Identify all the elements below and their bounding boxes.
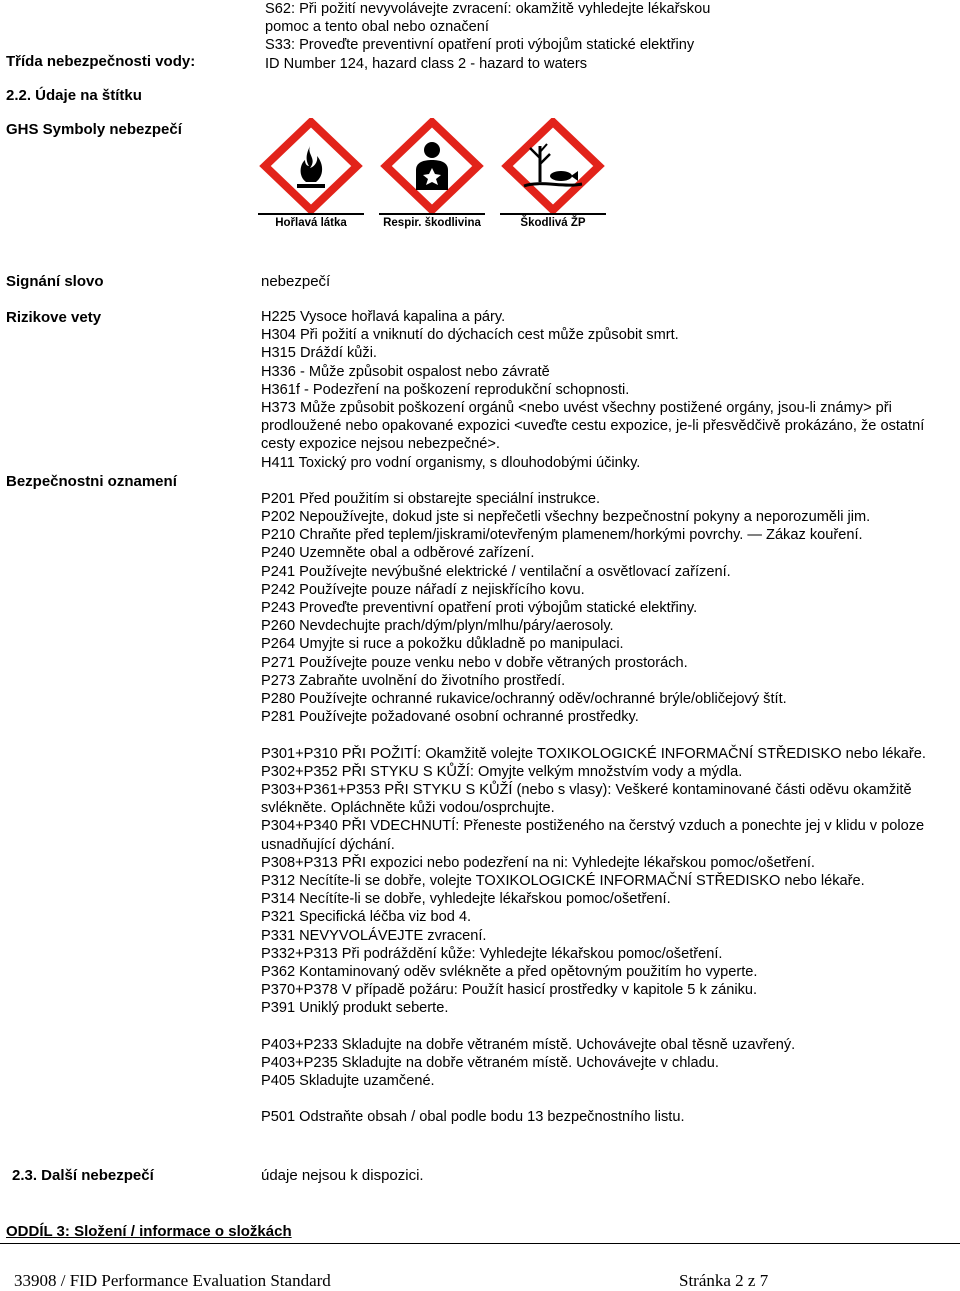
signal-word-value: nebezpečí: [261, 273, 331, 290]
pictogram-rule: [258, 213, 364, 215]
p-statement: P304+P340 PŘI VDECHNUTÍ: Přeneste postiženého na čerstvý vzduch a ponechte jej v klidu v poloze usnadňující dýchání.: [261, 818, 925, 853]
p-statement: P241 Používejte nevýbušné elektrické / ventilační a osvětlovací zařízení.: [261, 563, 731, 580]
statements-column: [261, 308, 941, 1127]
p-statement: P260 Nevdechujte prach/dým/plyn/mlhu/páry/aerosoly.: [261, 618, 614, 635]
p-statement: P405 Skladujte uzamčené.: [261, 1073, 435, 1089]
pictogram-caption: Hořlavá látka: [275, 217, 347, 229]
p-statement: P308+P313 PŘI expozici nebo podezření na ni: Vyhledejte lékařskou pomoc/ošetření.: [261, 854, 815, 871]
pictogram-environment: [500, 118, 606, 236]
safety-statements-label: Bezpečnostni oznamení: [6, 473, 177, 490]
p-statement: P243 Proveďte preventivní opatření proti výbojům statické elektřiny.: [261, 600, 698, 617]
water-hazard-class-label: Třída nebezpečnosti vody:: [6, 53, 196, 70]
p-statement: P242 Používejte pouze nářadí z nejiskřícího kovu.: [261, 581, 585, 598]
p-statement: P240 Uzemněte obal a odběrové zařízení.: [261, 545, 535, 562]
p-statement: P273 Zabraňte uvolnění do životního prostředí.: [261, 672, 566, 689]
ghs-pictograms: [258, 118, 606, 236]
signal-word-label: Signání slovo: [6, 273, 104, 290]
p-statement: P264 Umyjte si ruce a pokožku důkladně po manipulaci.: [261, 636, 624, 653]
h-statement: H411 Toxický pro vodní organismy, s dlouhodobými účinky.: [261, 454, 641, 471]
header-line: ID Number 124, hazard class 2 - hazard to waters: [265, 55, 588, 72]
p-statement: P501 Odstraňte obsah / obal podle bodu 13 bezpečnostního listu.: [261, 1109, 685, 1126]
footer-page-number: Stránka 2 z 7: [679, 1271, 769, 1290]
pictogram-caption: Škodlivá ŽP: [520, 217, 586, 229]
h-statement: H361f - Podezření na poškození reprodukční schopnosti.: [261, 381, 630, 398]
flame-icon: [258, 118, 364, 214]
p-statement: P301+P310 PŘI POŽITÍ: Okamžitě volejte TOXIKOLOGICKÉ INFORMAČNÍ STŘEDISKO nebo lékaře.: [261, 745, 926, 762]
p-statement: P210 Chraňte před teplem/jiskrami/otevřeným plamenem/horkými povrchy. — Zákaz kouření.: [261, 527, 863, 544]
p-statement: P281 Používejte požadované osobní ochranné prostředky.: [261, 709, 639, 726]
p-statement: P331 NEVYVOLÁVEJTE zvracení.: [261, 927, 487, 944]
health-hazard-icon: [379, 118, 485, 214]
p-statement: P303+P361+P353 PŘI STYKU S KŮŽÍ (nebo s vlasy): Veškeré kontaminované části oděvu okamžitě svlékněte. Opláchněte kůži vodou/osprchujte.: [261, 781, 912, 817]
p-statement: P202 Nepoužívejte, dokud jste si nepřečetli všechny bezpečnostní pokyny a neporozuměli jim.: [261, 509, 871, 526]
h-statement: H373 Může způsobit poškození orgánů <nebo uvést všechny postižené orgány, jsou-li známy> při prodloužené nebo opakované expozici <uveďte cestu expozice, je-li přesvědčivě prokázáno, že ostatní cesty expozice nejsou nebezpečné>.: [261, 399, 925, 453]
p-statement: P321 Specifická léčba viz bod 4.: [261, 909, 472, 926]
pictogram-health-hazard: [379, 118, 485, 236]
p-statement: P302+P352 PŘI STYKU S KŮŽÍ: Omyjte velkým množstvím vody a mýdla.: [261, 763, 743, 780]
p-statement: P271 Používejte pouze venku nebo v dobře větraných prostorách.: [261, 654, 688, 671]
p-statement: P280 Používejte ochranné rukavice/ochranný oděv/ochranné brýle/obličejový štít.: [261, 690, 787, 707]
p-statement: P201 Před použitím si obstarejte speciální instrukce.: [261, 490, 601, 507]
section-3-heading: ODDÍL 3: Složení / informace o složkách: [6, 1223, 292, 1240]
pictogram-rule: [379, 213, 485, 215]
p-statement: P314 Necítíte-li se dobře, vyhledejte lékařskou pomoc/ošetření.: [261, 891, 671, 908]
footer-document-id: 33908 / FID Performance Evaluation Standard: [14, 1271, 331, 1290]
p-statement: P312 Necítíte-li se dobře, volejte TOXIKOLOGICKÉ INFORMAČNÍ STŘEDISKO nebo lékaře.: [261, 872, 865, 889]
pictogram-caption: Respir. škodlivina: [383, 217, 481, 229]
header-line: S33: Proveďte preventivní opatření proti výbojům statické elektřiny: [265, 37, 695, 54]
p-statement: P403+P233 Skladujte na dobře větraném místě. Uchovávejte obal těsně uzavřený.: [261, 1036, 796, 1053]
p-statement: P391 Uniklý produkt seberte.: [261, 1000, 449, 1017]
h-statement: H336 - Může způsobit ospalost nebo závratě: [261, 363, 550, 380]
header-line: pomoc a tento obal nebo označení: [265, 19, 489, 36]
h-statement: H304 Při požití a vniknutí do dýchacích cest může způsobit smrt.: [261, 327, 679, 344]
h-statement: H315 Dráždí kůži.: [261, 345, 377, 362]
ghs-symbols-label: GHS Symboly nebezpečí: [6, 121, 182, 138]
section-2-2-heading: 2.2. Údaje na štítku: [6, 87, 142, 104]
pictogram-rule: [500, 213, 606, 215]
section-2-3-value: údaje nejsou k dispozici.: [261, 1167, 424, 1184]
section-2-3-heading: 2.3. Další nebezpečí: [12, 1167, 154, 1184]
h-statement: H225 Vysoce hořlavá kapalina a páry.: [261, 309, 506, 325]
risk-phrases-label: Rizikove vety: [6, 309, 102, 326]
section-divider: [0, 1243, 960, 1244]
p-statement: P370+P378 V případě požáru: Použít hasicí prostředky v kapitole 5 k zániku.: [261, 982, 758, 999]
p-statement: P403+P235 Skladujte na dobře větraném místě. Uchovávejte v chladu.: [261, 1054, 719, 1071]
p-statement: P332+P313 Při podráždění kůže: Vyhledejte lékařskou pomoc/ošetření.: [261, 945, 723, 962]
environment-icon: [500, 118, 606, 214]
header-statements: [265, 0, 710, 73]
header-line: S62: Při požití nevyvolávejte zvracení: okamžitě vyhledejte lékařskou: [265, 1, 711, 17]
p-statement: P362 Kontaminovaný oděv svlékněte a před opětovným použitím ho vyperte.: [261, 963, 758, 980]
pictogram-flammable: [258, 118, 364, 236]
